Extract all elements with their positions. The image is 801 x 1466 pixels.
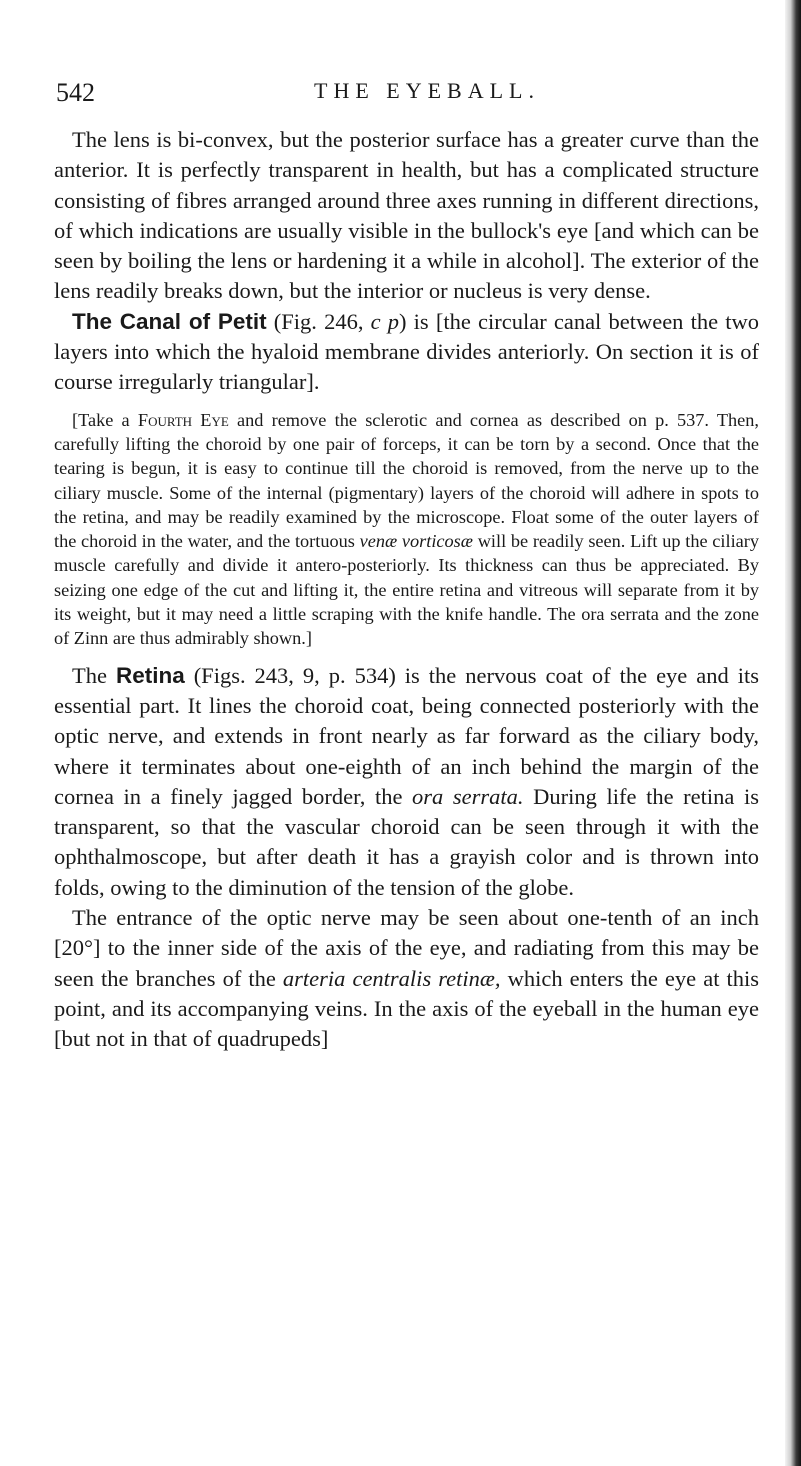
page-body: [54, 125, 759, 1055]
paragraph-optic-nerve: The entrance of the optic nerve may be seen about one-tenth of an inch [20°] to the inner side of the axis of the eye, and radiating from this may be seen the branches of the arteria centralis retinæ, which enters the eye at this point, and its accompanying veins. In the axis of the eyeball in the human eye [but not in that of quadrupeds]: [54, 905, 760, 1052]
page-edge-shadow: [785, 0, 801, 1466]
italic-arteria-centralis: arteria centralis retinæ,: [282, 965, 501, 991]
italic-ora-serrata: ora serrata.: [412, 783, 524, 809]
running-title: THE EYEBALL.: [314, 78, 540, 103]
paragraph-canal-of-petit: The Canal of Petit (Fig. 246, c p) is [the circular canal between the two layers into which the hyaloid membrane divides anteriorly. On section it is of course irregularly triangular].: [54, 308, 759, 395]
paragraph-dissection-instructions: [Take a Fourth Eye and remove the sclerotic and cornea as described on p. 537. Then, carefully lifting the choroid by one pair of forceps, it can be torn by a second. Once that the tearing is begun, it is easy to continue till the choroid is removed, from the nerve up to the ciliary muscle. Some of the internal (pigmentary) layers of the choroid will adhere in spots to the retina, and may be readily examined by the microscope. Float some of the outer layers of the choroid in the water, and the tortuous venæ vorticosæ will be readily seen. Lift up the ciliary muscle carefully and divide it antero-posteriorly. Its thickness can thus be appreciated. By seizing one edge of the cut and lifting it, the entire retina and vitreous will separate from it by its weight, but it may need a little scraping with the knife handle. The ora serrata and the zone of Zinn are thus admirably shown.]: [54, 409, 759, 649]
term-retina: Retina: [115, 662, 185, 688]
figure-ref-label: c p: [370, 308, 400, 334]
page-header: [56, 48, 741, 107]
small-caps-fourth-eye: Fourth Eye: [137, 409, 229, 430]
paragraph-retina: The Retina (Figs. 243, 9, p. 534) is the nervous coat of the eye and its essential part. It lines the choroid coat, being connected posteriorly with the optic nerve, and extends in front nearly as far forward as the ciliary body, where it terminates about one-eighth of an inch behind the margin of the cornea in a finely jagged border, the ora serrata. During life the retina is transparent, so that the vascular choroid can be seen through it with the ophthalmoscope, but after death it has a grayish color and is thrown into folds, owing to the diminution of the tension of the globe.: [54, 662, 759, 900]
page-number: 542: [56, 78, 95, 107]
paragraph-lens: The lens is bi-convex, but the posterior surface has a greater curve than the anterior. It is perfectly transparent in health, but has a complicated structure consisting of fibres arranged around three axes running in different directions, of which indications are usually visible in the bullock's eye [and which can be seen by boiling the lens or hardening it a while in alcohol]. The exterior of the lens readily breaks down, but the interior or nucleus is very dense.: [54, 127, 759, 304]
term-canal-of-petit: The Canal of Petit: [72, 308, 267, 334]
italic-venae-vorticosae: venæ vorticosæ: [359, 531, 473, 552]
